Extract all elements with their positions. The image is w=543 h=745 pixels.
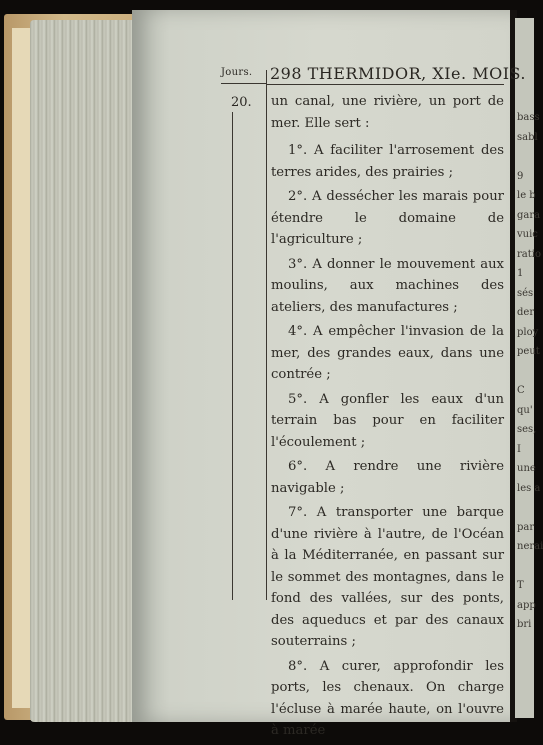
- facing-page-fragment: sés: [517, 287, 534, 299]
- paragraph: un canal, une rivière, un port de mer. Elle sert :: [271, 94, 504, 131]
- facing-page-fragment: app: [517, 599, 536, 611]
- facing-page-fragment: [515, 147, 534, 167]
- paragraph: 1°. A faciliter l'arrosement des terres arides, des prairies ;: [271, 143, 504, 180]
- facing-page-fragment: vuic: [517, 229, 538, 240]
- paragraph: 2°. A dessécher les marais pour étendre le domaine de l'agriculture ;: [271, 189, 504, 247]
- facing-page-fragment: une: [517, 463, 536, 474]
- day-number: 20.: [231, 95, 252, 110]
- facing-page-fragment: par: [517, 521, 535, 533]
- facing-page-fragment: I: [517, 443, 521, 455]
- facing-page: [515, 18, 543, 718]
- margin-rule-right: [266, 70, 267, 600]
- facing-page-fragment: peut: [517, 346, 540, 357]
- facing-page-fragment: le b: [517, 190, 536, 201]
- paragraph: 3°. A donner le mouvement aux moulins, aux machines des ateliers, des manufactures ;: [271, 256, 504, 315]
- facing-page-fragment: bri: [517, 619, 532, 630]
- paragraph: 5°. A gonfler les eaux d'un terrain bas pour en faciliter l'écoulement ;: [271, 391, 504, 450]
- facing-page-fragment: sabl: [517, 131, 538, 143]
- facing-page-fragment: [515, 498, 534, 518]
- facing-page-fragment: [515, 362, 534, 382]
- page-title: 298 THERMIDOR, XIe. MOIS.: [270, 64, 526, 83]
- facing-page-fragment: [515, 557, 534, 577]
- facing-page-fragment: nerai: [517, 541, 543, 552]
- facing-page-fragment: T: [517, 580, 524, 591]
- paragraph: 6°. A rendre une rivière navigable ;: [271, 459, 504, 496]
- margin-header: Jours.: [221, 67, 253, 78]
- facing-page-fragment: ses,: [517, 424, 537, 435]
- paragraph: 4°. A empêcher l'invasion de la mer, des grandes eaux, dans une contrée ;: [271, 324, 504, 382]
- facing-page-fragment: qu': [517, 404, 533, 416]
- facing-page-fragment: bass: [517, 112, 540, 123]
- body-text: [271, 91, 504, 745]
- facing-page-fragment: ploy: [517, 326, 539, 338]
- facing-page-fragment: 1: [517, 268, 524, 279]
- paragraph: 7°. A transporter une barque d'une rivière à l'autre, de l'Océan à la Méditerranée, en passant sur le sommet des montagnes, dans le fond des vallées, sur des ponts, des aqueducs et par des canaux souterrains ;: [271, 505, 504, 649]
- facing-page-fragment: 9: [517, 170, 524, 182]
- facing-page-fragment: gara: [517, 209, 541, 221]
- margin-header-rule: [221, 83, 266, 84]
- paragraph: 8°. A curer, approfondir les ports, les chenaux. On charge l'écluse à marée haute, on l'ouvre à marée: [271, 658, 504, 738]
- facing-page-fragment: der: [517, 307, 535, 318]
- facing-page-fragment: les a: [517, 482, 541, 494]
- header-rule: [266, 84, 504, 85]
- facing-page-fragment: ratio: [517, 248, 541, 260]
- margin-rule-left: [232, 112, 233, 600]
- facing-page-fragment: C: [517, 385, 525, 396]
- facing-page-fragments: [515, 18, 543, 635]
